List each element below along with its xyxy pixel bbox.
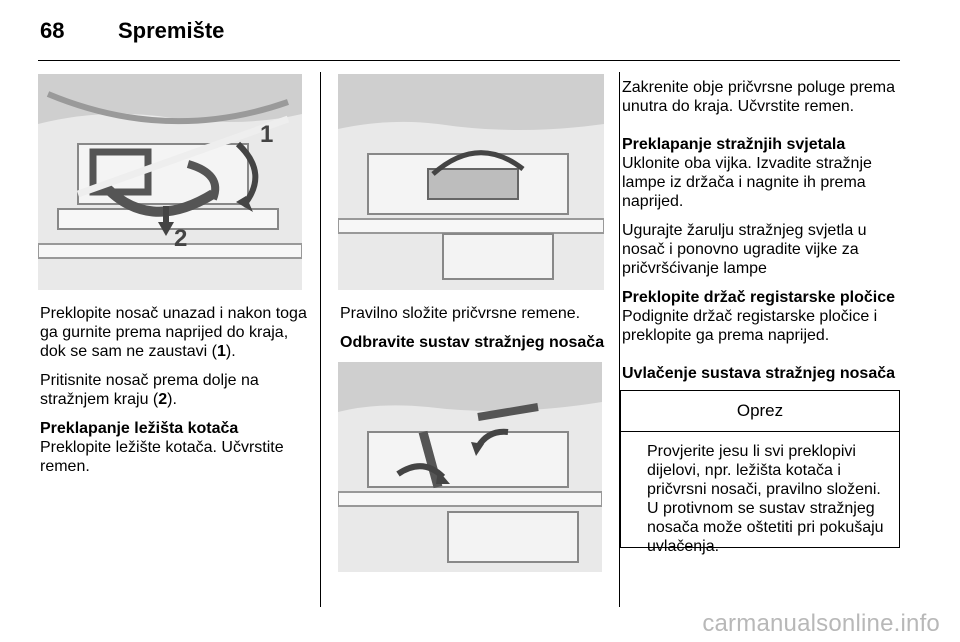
column-2-text [340, 304, 610, 352]
illustration-unlock-levers [338, 362, 602, 572]
subheading-plate-holder: Preklopite držač registarske pločice [622, 289, 896, 306]
column-1-text [40, 304, 310, 486]
subheading-retract-carrier: Uvlačenje sustava stražnjeg nosača [622, 365, 896, 382]
illustration-carrier-fold [38, 74, 302, 290]
header-rule [38, 60, 900, 61]
paragraph-press-carrier: Pritisnite nosač prema dolje na stražnjem kraju (2). [40, 372, 259, 408]
paragraph-plate-holder: Podignite držač registarske pločice i preklopite ga prema naprijed. [622, 308, 878, 344]
subheading-unlock-carrier: Odbravite sustav stražnjeg nosača [340, 334, 605, 351]
paragraph-wheel-holder: Preklopite ležište kotača. Učvrstite remen. [40, 439, 284, 475]
subheading-rear-lights: Preklapanje stražnjih svjetala [622, 136, 846, 153]
page-title: Spremište [118, 18, 225, 43]
figure-label-2: 2 [174, 225, 188, 252]
subheading-wheel-holder: Preklapanje ležišta kotača [40, 420, 239, 437]
paragraph-fold-carrier: Preklopite nosač unazad i nakon toga ga gurnite prema naprijed do kraja, dok se sam ne zaustavi (1). [40, 305, 307, 360]
column-3-text [622, 78, 902, 383]
illustration-straps [338, 74, 604, 290]
caution-title: Oprez [621, 391, 899, 432]
paragraph-straps: Pravilno složite pričvrsne remene. [340, 305, 581, 322]
paragraph-insert-bulb: Ugurajte žarulju stražnjeg svjetla u nosač i ponovno ugradite vijke za pričvršćivanje lampe [622, 222, 867, 277]
column-divider-1 [320, 72, 321, 607]
watermark: carmanualsonline.info [702, 610, 940, 637]
paragraph-remove-screws: Uklonite oba vijka. Izvadite stražnje lampe iz držača i nagnite ih prema naprijed. [622, 155, 872, 210]
paragraph-levers: Zakrenite obje pričvrsne poluge prema unutra do kraja. Učvrstite remen. [622, 79, 896, 115]
caution-box [620, 390, 900, 555]
page-number: 68 [40, 18, 65, 43]
caution-body: Provjerite jesu li svi preklopivi dijelovi, npr. ležišta kotača i pričvrsni nosači, pravilno složeni. U protivnom se sustav stražnjeg nosača može oštetiti pri pokušaju uvlačenja. [647, 443, 884, 555]
figure-label-1: 1 [260, 121, 274, 148]
